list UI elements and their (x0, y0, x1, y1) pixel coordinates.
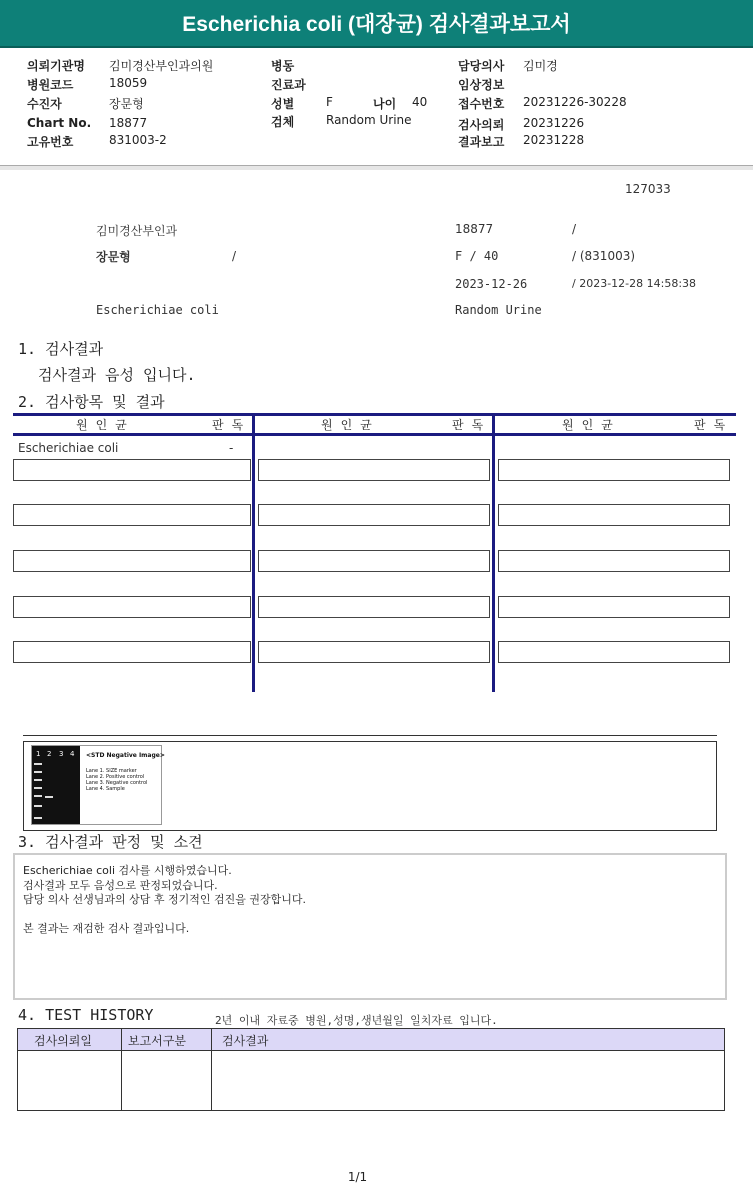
result-box (13, 459, 251, 481)
result-box (258, 596, 490, 618)
history-table (17, 1028, 725, 1111)
gel-heading: <STD Negative Image> (86, 752, 165, 759)
gel-band (34, 817, 42, 819)
sub-patient-name: 장문형 (96, 250, 131, 264)
value-doctor: 김미경 (523, 59, 558, 73)
col-header-result-3: 판독 (694, 418, 734, 432)
label-report-date: 결과보고 (458, 135, 505, 149)
result-box (498, 459, 730, 481)
result-box (13, 596, 251, 618)
value-sex: F (326, 95, 333, 109)
sub-birth: / (831003) (572, 249, 636, 263)
value-chart-no: 18877 (109, 116, 148, 130)
lane-number: 3 (59, 750, 64, 758)
result-value: - (229, 441, 234, 455)
sub-received: 2023-12-26 (455, 277, 528, 291)
gel-legend-line: Lane 2. Positive control (86, 774, 145, 780)
col-header-result-2: 판독 (452, 418, 492, 432)
gel-top-line (23, 735, 717, 736)
label-unique-no: 고유번호 (27, 135, 74, 149)
history-header-result: 검사결과 (222, 1034, 269, 1048)
result-box (13, 641, 251, 663)
label-clinical-info: 임상정보 (458, 78, 505, 92)
value-institution: 김미경산부인과의원 (109, 59, 214, 73)
label-sex: 성별 (271, 97, 295, 111)
gel-legend-line: Lane 3. Negative control (86, 780, 148, 786)
label-ward: 병동 (271, 59, 295, 73)
value-patient: 장문형 (109, 97, 144, 111)
result-box (13, 550, 251, 572)
opinion-line: 담당 의사 선생님과의 상담 후 정기적인 검진을 권장합니다. (23, 893, 306, 906)
history-header-row (18, 1029, 724, 1051)
value-receipt-no: 20231226-30228 (523, 95, 627, 109)
lane-number: 1 (36, 750, 41, 758)
gel-photo (32, 746, 80, 824)
result-box (498, 504, 730, 526)
gel-band (34, 763, 42, 765)
label-patient: 수진자 (27, 97, 62, 111)
section4-title: 4. TEST HISTORY (18, 1006, 154, 1024)
history-col-divider (121, 1029, 122, 1110)
label-receipt-no: 접수번호 (458, 97, 505, 111)
result-box (498, 596, 730, 618)
opinion-line: 본 결과는 재검한 검사 결과입니다. (23, 922, 190, 935)
result-box (258, 641, 490, 663)
gel-band (45, 796, 53, 798)
lane-number: 4 (70, 750, 75, 758)
history-header-report-type: 보고서구분 (128, 1034, 186, 1048)
gel-image (31, 745, 165, 825)
report-title: Escherichia coli (대장균) 검사결과보고서 (0, 0, 753, 48)
divider (0, 166, 753, 170)
label-institution: 의뢰기관명 (27, 59, 85, 73)
label-chart-no: Chart No. (27, 116, 92, 130)
gel-band (34, 805, 42, 807)
history-note: 2년 이내 자료중 병원,성명,생년월일 일치자료 입니다. (215, 1014, 498, 1027)
opinion-line: 검사결과 모두 음성으로 판정되었습니다. (23, 879, 218, 892)
col-header-organism-1: 원인균 (76, 418, 135, 432)
history-header-request-date: 검사의뢰일 (34, 1034, 92, 1048)
opinion-line: Escherichiae coli 검사를 시행하였습니다. (23, 864, 232, 877)
page-number: 1/1 (347, 1170, 368, 1184)
gel-legend-line: Lane 4. Sample (86, 786, 125, 792)
section3-title: 3. 검사결과 판정 및 소견 (18, 833, 203, 851)
sub-specimen: Random Urine (455, 303, 542, 317)
result-box (258, 550, 490, 572)
label-hospital-code: 병원코드 (27, 78, 74, 92)
result-box (13, 504, 251, 526)
sub-clinic: 김미경산부인과 (96, 224, 178, 238)
result-box (258, 459, 490, 481)
header-info (0, 50, 753, 166)
section1-title: 1. 검사결과 (18, 340, 104, 358)
gel-band (34, 787, 42, 789)
label-doctor: 담당의사 (458, 59, 505, 73)
sub-reported: / 2023-12-28 14:58:38 (572, 277, 697, 290)
opinion-box (13, 853, 727, 1000)
label-age: 나이 (373, 97, 397, 111)
value-hospital-code: 18059 (109, 76, 148, 90)
sub-chart: 18877 (455, 222, 494, 236)
sub-chart-slash: / (572, 222, 577, 236)
report-code: 127033 (625, 182, 671, 196)
col-header-result-1: 판독 (212, 418, 252, 432)
value-specimen: Random Urine (326, 113, 412, 127)
sub-name-slash: / (232, 249, 237, 263)
sub-test-name: Escherichiae coli (96, 303, 219, 317)
sub-sex-age: F / 40 (455, 249, 499, 263)
value-report-date: 20231228 (523, 133, 585, 147)
table-divider-1 (252, 413, 255, 692)
section2-title: 2. 검사항목 및 결과 (18, 393, 165, 411)
gel-legend-line: Lane 1. SIZE marker (86, 768, 137, 774)
lane-number: 2 (47, 750, 52, 758)
gel-band (34, 795, 42, 797)
gel-band (34, 771, 42, 773)
result-organism: Escherichiae coli (18, 441, 119, 455)
table-divider-2 (492, 413, 495, 692)
label-department: 진료과 (271, 78, 306, 92)
history-col-divider (211, 1029, 212, 1110)
result-box (498, 641, 730, 663)
value-unique-no: 831003-2 (109, 133, 167, 147)
gel-band (34, 779, 42, 781)
label-request-date: 검사의뢰 (458, 118, 505, 132)
table-header-border (13, 433, 736, 436)
section1-summary: 검사결과 음성 입니다. (38, 366, 196, 384)
result-box (498, 550, 730, 572)
value-request-date: 20231226 (523, 116, 585, 130)
col-header-organism-3: 원인균 (562, 418, 621, 432)
col-header-organism-2: 원인균 (321, 418, 380, 432)
result-box (258, 504, 490, 526)
label-specimen: 검체 (271, 115, 295, 129)
value-age: 40 (412, 95, 428, 109)
